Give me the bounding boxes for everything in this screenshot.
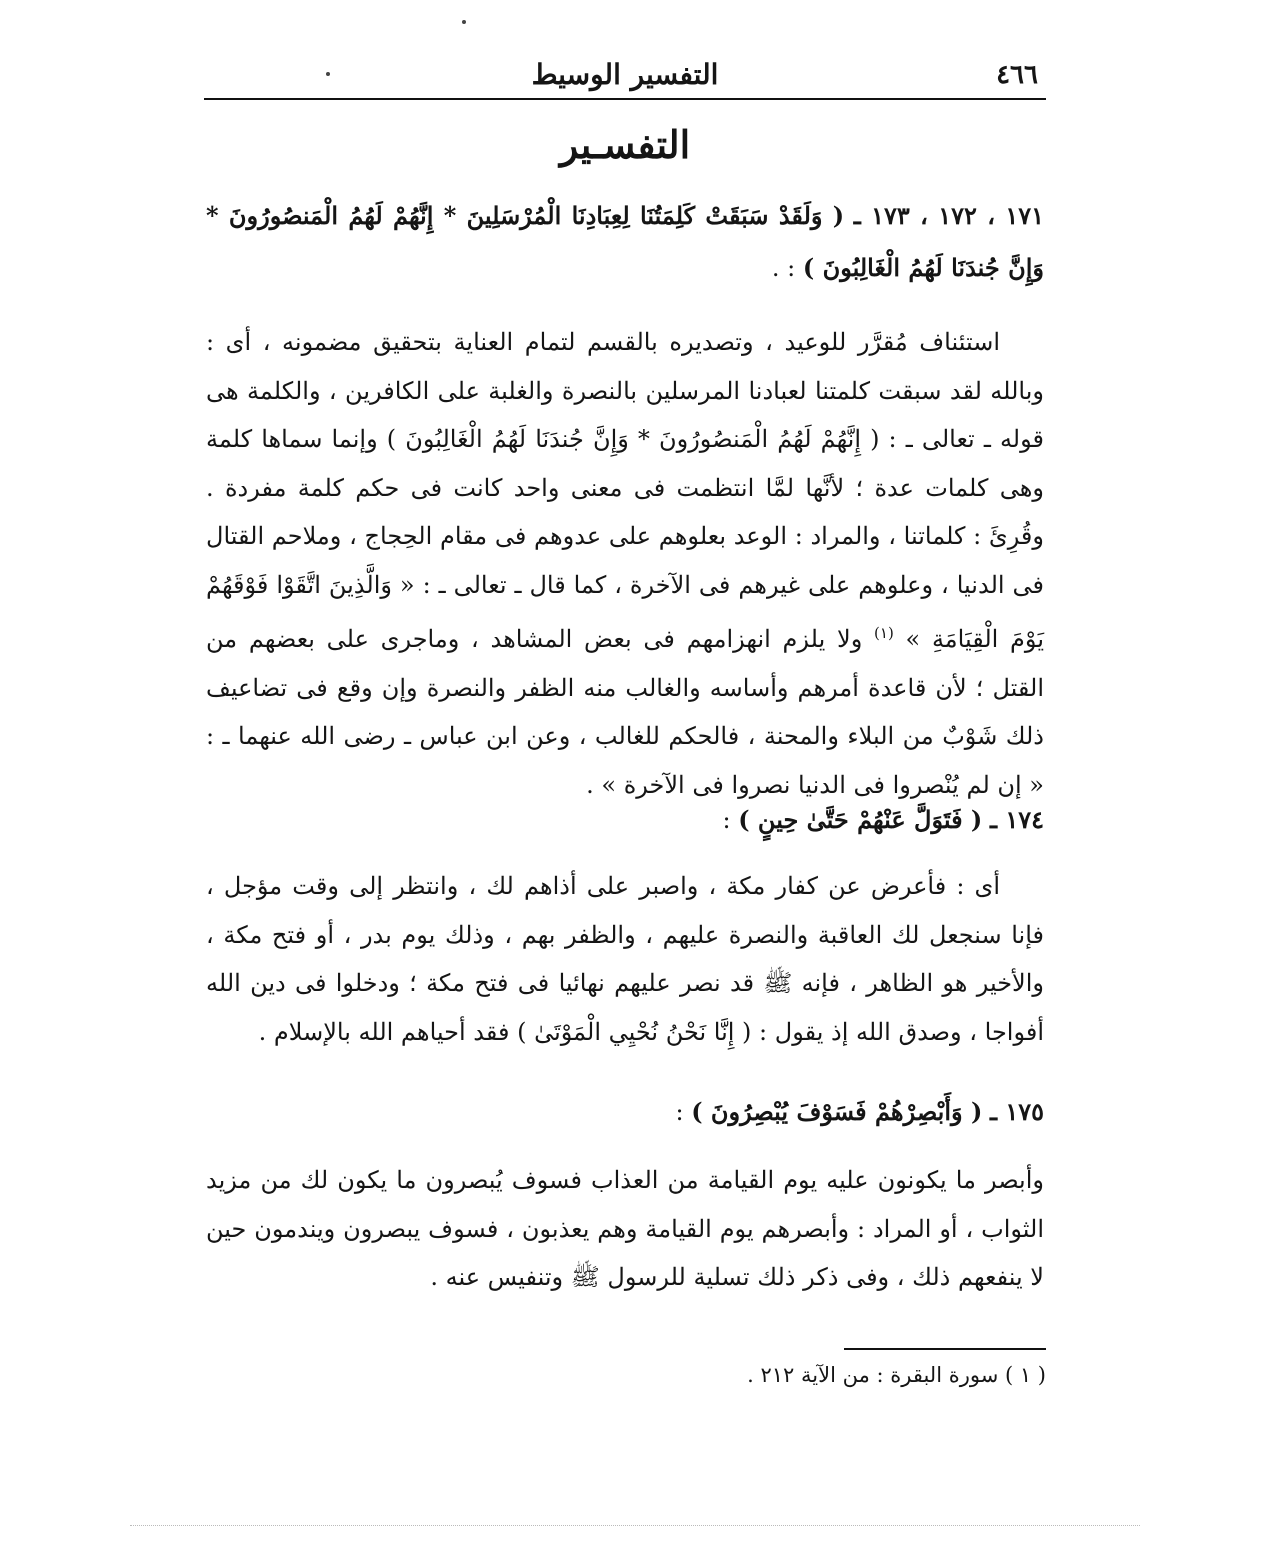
commentary-paragraph-1 <box>206 318 1044 809</box>
header-rule <box>204 98 1046 100</box>
verse-heading-171-173 <box>206 190 1044 294</box>
verse-heading-175 <box>206 1086 1044 1138</box>
quran-quote: ( فَتَوَلَّ عَنْهُمْ حَتَّىٰ حِينٍ ) <box>738 805 983 834</box>
commentary-paragraph-3 <box>206 1156 1044 1302</box>
verse-number: ١٧٥ ـ <box>989 1097 1044 1126</box>
verse-tail: : <box>722 806 731 834</box>
verse-number: ١٧١ ، ١٧٢ ، ١٧٣ ـ <box>853 201 1044 230</box>
scan-speck <box>326 72 330 76</box>
quran-quote: ( وَأَبْصِرْهُمْ فَسَوْفَ يُبْصِرُونَ ) <box>691 1097 983 1126</box>
verse-number: ١٧٤ ـ <box>989 805 1044 834</box>
verse-tail: : <box>675 1098 684 1126</box>
verse-heading-174 <box>206 794 1044 846</box>
footnote: ( ١ ) سورة البقرة : من الآية ٢١٢ . <box>747 1363 1046 1387</box>
paragraph-text-continued: ولا يلزم انهزامهم فى بعض المشاهد ، وماجرى على بعضهم من القتل ؛ لأن قاعدة أمرهم وأساسه والغالب منه الظفر والنصرة وإن وقع فى تضاعيف ذلك شَوْبٌ من البلاء والمحنة ، فالحكم للغالب ، وعن ابن عباس ـ رضى الله عنهما ـ : « إن لم يُنْصروا فى الدنيا نصروا فى الآخرة » . <box>206 625 1045 799</box>
page-number: ٤٦٦ <box>996 60 1038 90</box>
verse-tail: : . <box>771 254 796 282</box>
commentary-paragraph-2 <box>206 862 1044 1056</box>
paragraph-text: استئناف مُقرَّر للوعيد ، وتصديره بالقسم لتمام العناية بتحقيق مضمونه ، أى : وبالله لقد سبقت كلمتنا لعبادنا المرسلين بالنصرة والغلبة على الكافرين ، والكلمة هى قوله ـ تعالى ـ : ( إِنَّهُمْ لَهُمُ الْمَنصُورُونَ * وَإِنَّ جُندَنَا لَهُمُ الْغَالِبُونَ ) وإنما سماها كلمة وهى كلمات عدة ؛ لأنَّها لمَّا انتظمت فى معنى واحد كانت فى حكم كلمة مفردة . وقُرِئَ : كلماتنا ، والمراد : الوعد بعلوهم على عدوهم فى مقام الحِجاج ، وملاحم القتال فى الدنيا ، وعلوهم على غيرهم فى الآخرة ، كما قال ـ تعالى ـ : « وَالَّذِينَ اتَّقَوْا فَوْقَهُمْ يَوْمَ الْقِيَامَةِ » <box>206 328 1044 653</box>
scan-speck <box>462 20 466 24</box>
page-header <box>204 58 1046 96</box>
scan-edge-line <box>130 1525 1140 1526</box>
running-title: التفسير الوسيط <box>531 58 719 91</box>
paragraph-text: وأبصر ما يكونون عليه يوم القيامة من العذاب فسوف يُبصرون ما يكون لك من مزيد الثواب ، أو المراد : وأبصرهم يوم القيامة وهم يعذبون ، فسوف يبصرون ويندمون حين لا ينفعهم ذلك ، وفى ذكر ذلك تسلية للرسول ﷺ وتنفيس عنه . <box>206 1166 1044 1291</box>
paragraph-text: أى : فأعرض عن كفار مكة ، واصبر على أذاهم لك ، وانتظر إلى وقت مؤجل ، فإنا سنجعل لك العاقبة والنصرة عليهم ، والظفر بهم ، وذلك يوم بدر ، أو فتح مكة ، والأخير هو الظاهر ، فإنه ﷺ قد نصر عليهم نهائيا فى فتح مكة ؛ ودخلوا فى دين الله أفواجا ، وصدق الله إذ يقول : ( إِنَّا نَحْنُ نُحْيِي الْمَوْتَىٰ ) فقد أحياهم الله بالإسلام . <box>206 872 1044 1046</box>
quran-quote: ( وَلَقَدْ سَبَقَتْ كَلِمَتُنَا لِعِبَادِنَا الْمُرْسَلِينَ * إِنَّهُمْ لَهُمُ الْمَنصُورُونَ * وَإِنَّ جُندَنَا لَهُمُ الْغَالِبُونَ ) <box>206 201 1044 282</box>
footnote-reference: (١) <box>874 624 894 642</box>
footnote-rule <box>844 1348 1046 1350</box>
section-title: التفسـير <box>559 122 691 167</box>
